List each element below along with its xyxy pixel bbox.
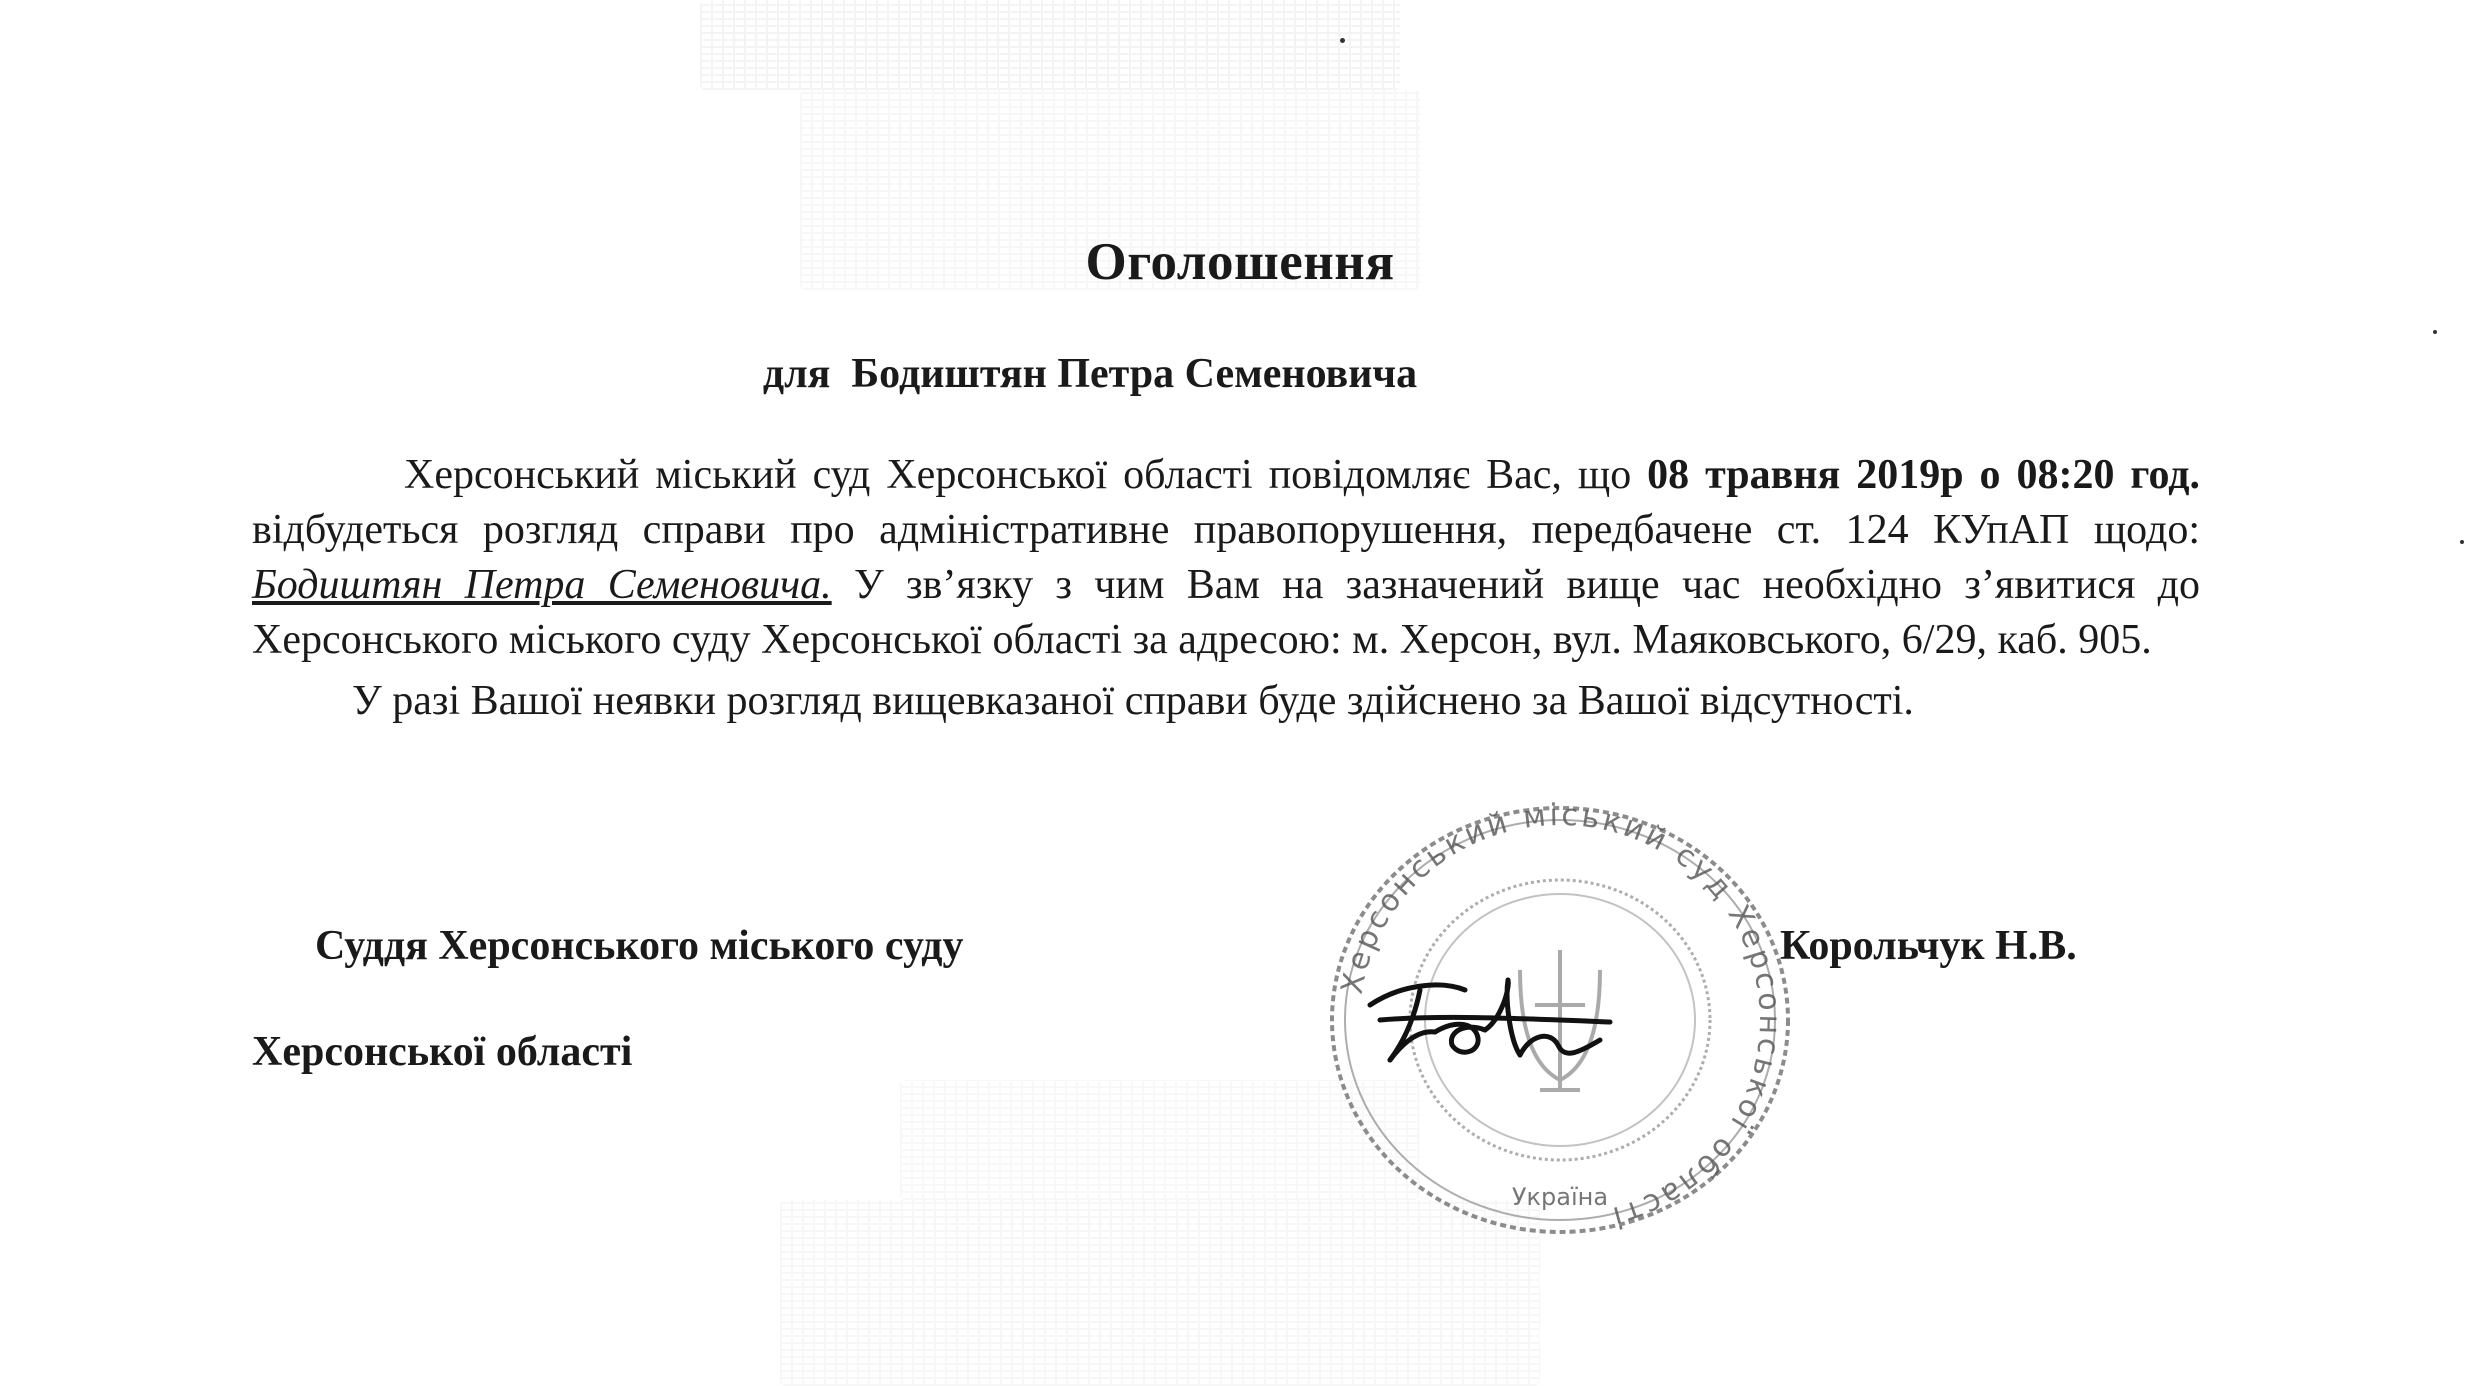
judge-position-line-2: Херсонської області — [252, 1029, 633, 1075]
paragraph-1-text-c: У зв’язку з чим Вам на зазначений вище час необхідно з’явитися до Херсонського міського суду Херсонської області за адресою: м. Херсон, вул. Маяковського, 6/29, каб. 905. — [252, 562, 2200, 663]
notice-body — [252, 448, 2200, 732]
judge-signature — [1360, 960, 1620, 1080]
seal-inner-text: Україна — [1511, 1183, 1609, 1211]
seal-outer-text: Херсонський міський суд Херсонської області — [1334, 800, 1788, 1236]
scan-noise-top — [700, 0, 1400, 90]
scan-speck — [1340, 38, 1345, 43]
paragraph-1-text-b: відбудеться розгляд справи про адміністративне правопорушення, передбачене ст. 124 КУпАП щодо: — [252, 507, 2200, 553]
scan-speck — [2460, 540, 2464, 544]
paragraph-1-text-a: Херсонський міський суд Херсонської області повідомляє Вас, що — [404, 452, 1648, 498]
recipient-line: для Бодиштян Петра Семеновича — [762, 351, 1418, 397]
hearing-datetime: 08 травня 2019р о 08:20 год. — [1647, 452, 2200, 498]
judge-position-line-1: Суддя Херсонського міського суду — [315, 923, 964, 969]
scan-speck — [2433, 330, 2437, 334]
judge-name: Корольчук Н.В. — [1780, 923, 2077, 969]
notice-paragraph-1 — [252, 448, 2200, 668]
defendant-name: Бодиштян Петра Семеновича. — [252, 562, 832, 608]
document-title: Оголошення — [1085, 233, 1395, 291]
notice-paragraph-2: У разі Вашої неявки розгляд вищевказаної справи буде здійснено за Вашої відсутності. — [352, 678, 1914, 724]
